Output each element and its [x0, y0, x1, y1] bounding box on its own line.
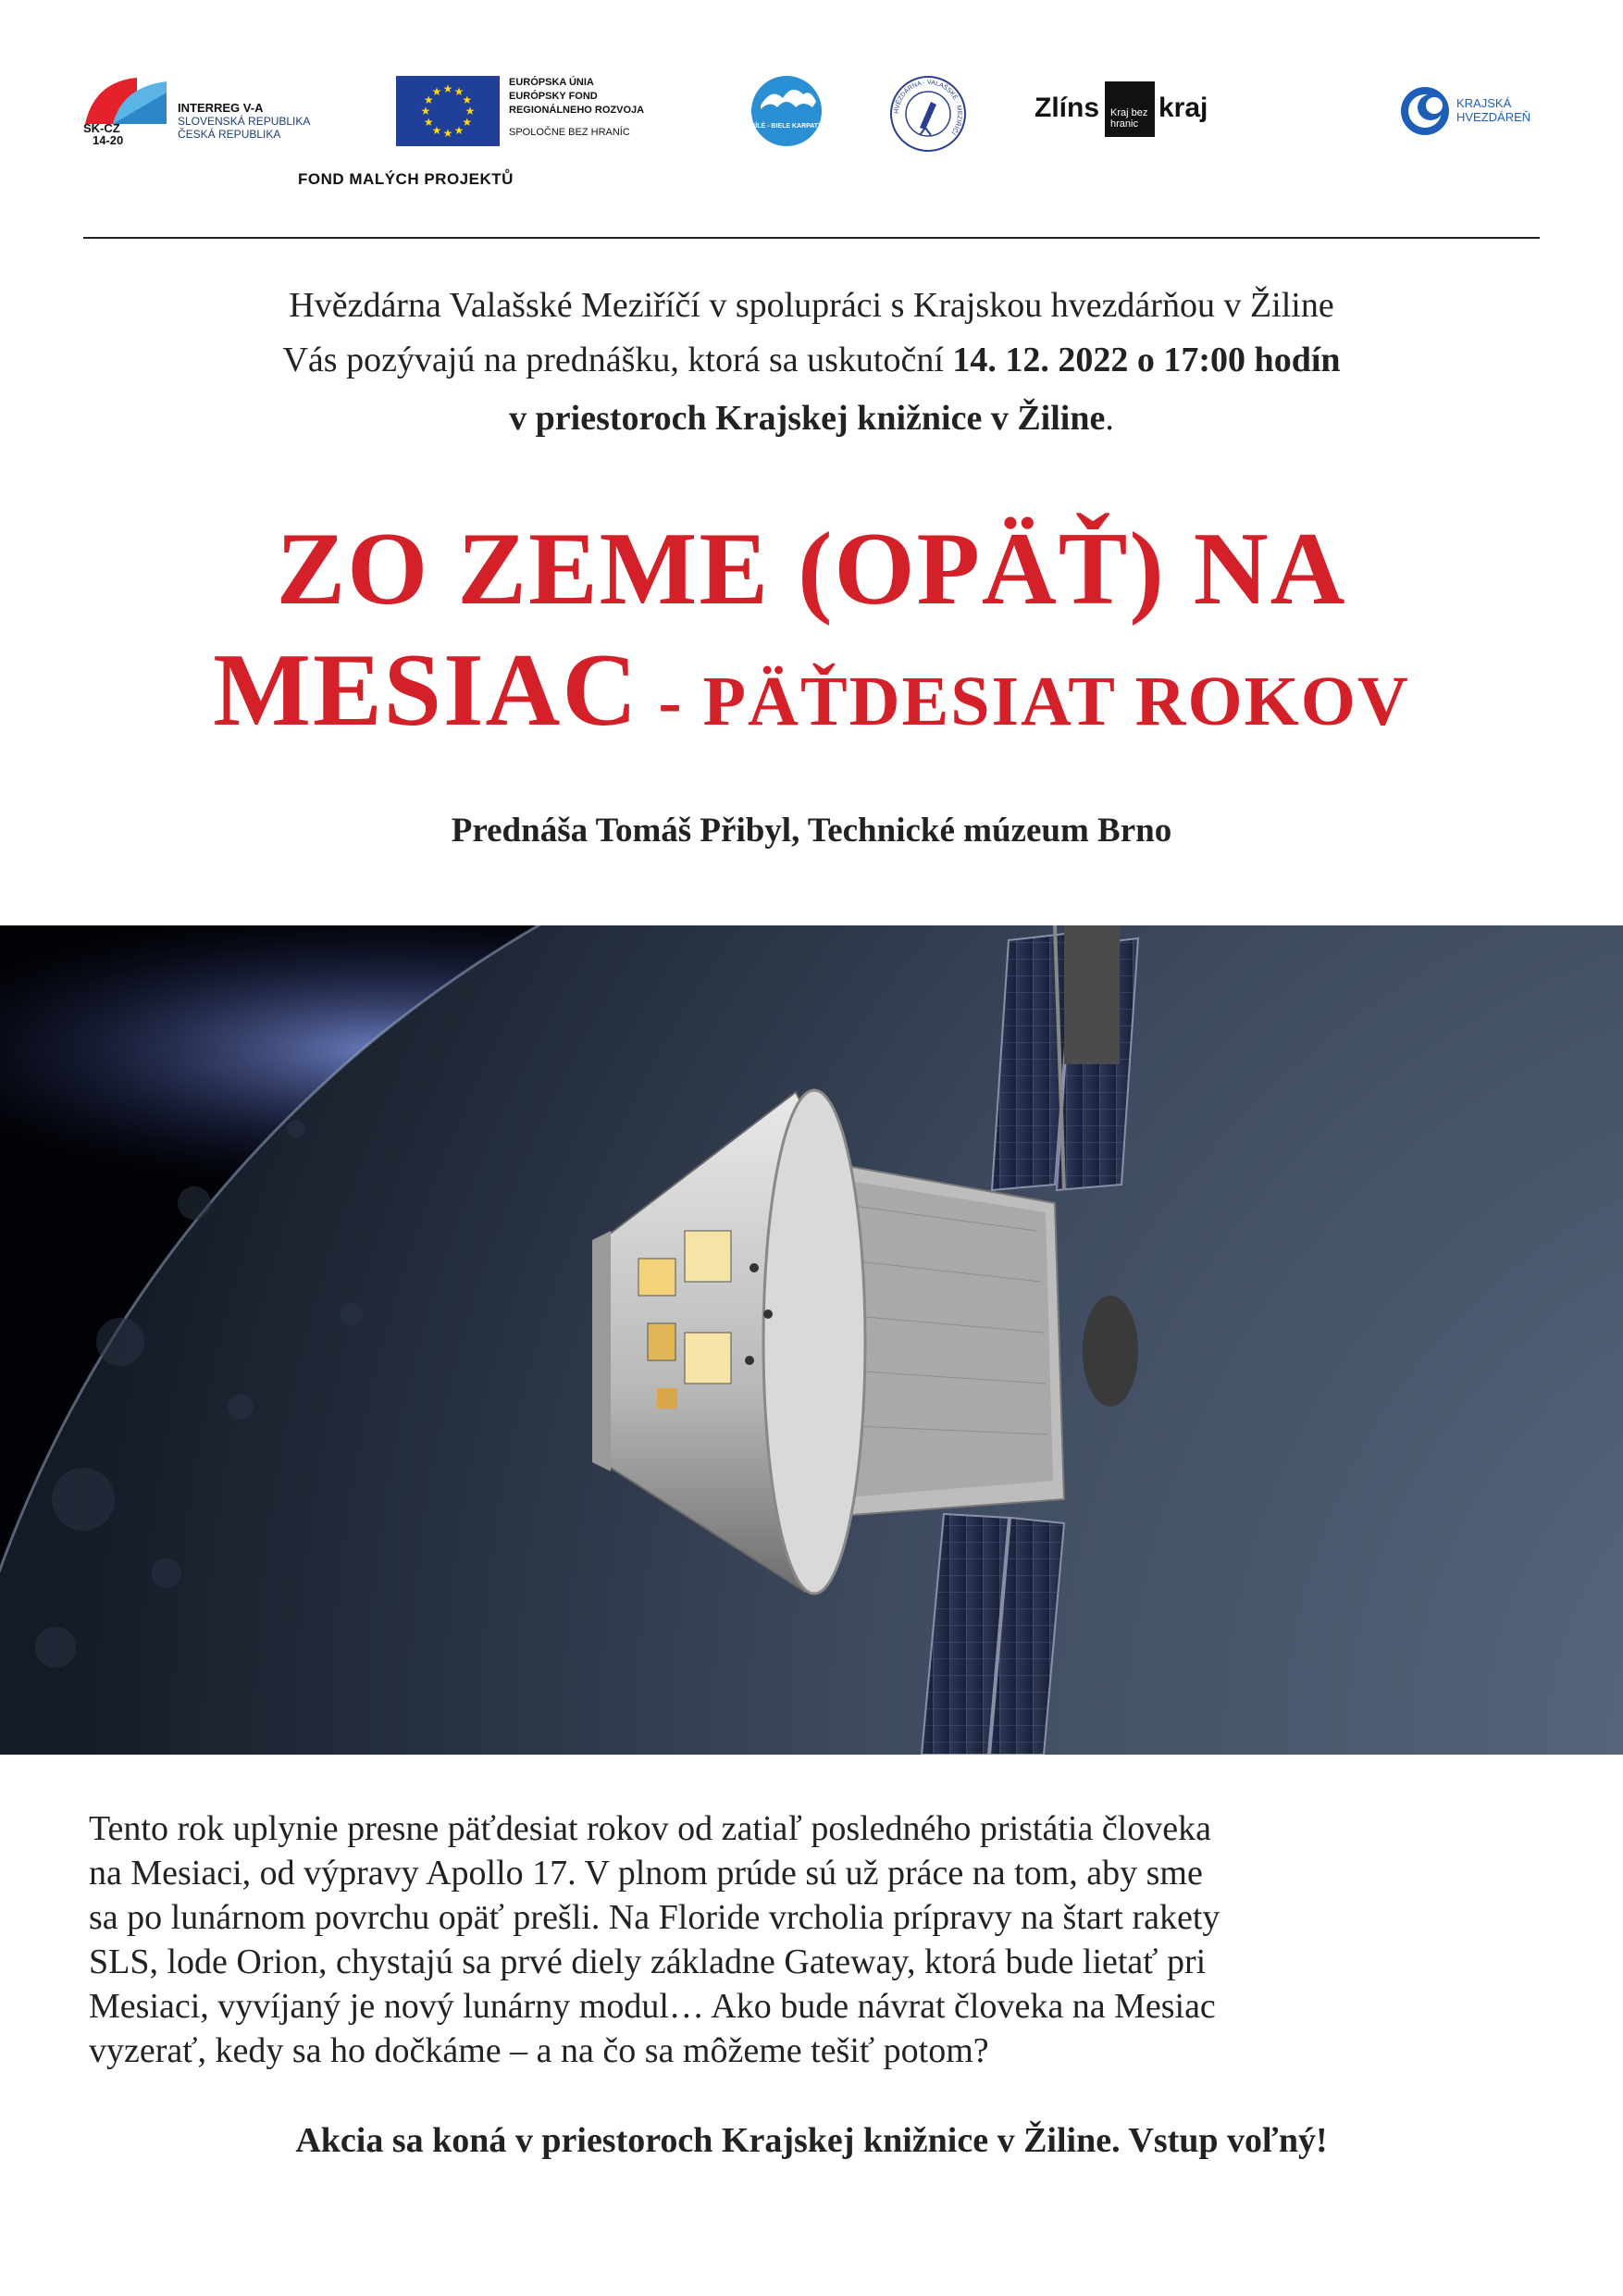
description-line: na Mesiaci, od výpravy Apollo 17. V plnom prúde sú už práce na tom, aby sme: [89, 1854, 1203, 1893]
title-mesiac: MESIAC: [213, 633, 639, 748]
krajska-line1: KRAJSKÁ: [1456, 96, 1512, 110]
interreg-title: INTERREG V-A: [178, 101, 264, 115]
zlinsky-kraj-logo: [1035, 81, 1229, 137]
eu-star-icon: ★: [431, 123, 442, 137]
intro-line2: [0, 334, 1623, 387]
karpaty-logo: [750, 74, 824, 148]
eu-star-icon: ★: [453, 85, 465, 99]
intro-line3: [0, 392, 1623, 445]
eu-star-icon: ★: [423, 93, 434, 106]
orion-spacecraft-illustration: [0, 925, 1623, 1755]
title-subtitle: - PÄŤDESIAT ROKOV: [638, 663, 1410, 740]
event-date: 14. 12. 2022 o 17:00 hodín: [952, 341, 1341, 379]
interreg-badge-text: SK-CZ: [83, 121, 120, 135]
eu-flag-icon: [396, 76, 500, 146]
eu-star-icon: ★: [420, 105, 431, 118]
footer-note: Akcia sa koná v priestoroch Krajskej knižnice v Žiline. Vstup voľný!: [295, 2121, 1328, 2160]
krajska-line2: HVEZDÁREŇ: [1456, 110, 1531, 124]
hvezdarna-vm-logo: [888, 74, 968, 154]
zlinsky-left-text: Zlíns: [1035, 93, 1100, 123]
karpaty-text: BÍLÉ - BIELE KARPATY: [750, 123, 823, 130]
interreg-line2: ČESKÁ REPUBLIKA: [178, 128, 281, 141]
intro-line1: Hvězdárna Valašské Meziříčí v spolupráci s Krajskou hvezdárňou v Žiline: [289, 286, 1334, 325]
eu-star-icon: ★: [431, 85, 442, 99]
zlinsky-right-text: kraj: [1158, 93, 1208, 123]
description-line: Tento rok uplynie presne päťdesiat rokov od zatiaľ posledného pristátia človeka: [89, 1809, 1211, 1848]
lower-solar-array: [922, 1514, 1064, 1755]
title-line2: [0, 635, 1623, 776]
eu-star-icon: ★: [465, 105, 476, 118]
description-line: SLS, lode Orion, chystajú sa prvé diely základne Gateway, ktorá bude lietať pri: [89, 1942, 1207, 1981]
eu-line3: REGIONÁLNEHO ROZVOJA: [509, 105, 645, 116]
interreg-logo: [81, 74, 350, 148]
lecturer: Prednáša Tomáš Přibyl, Technické múzeum Brno: [451, 812, 1172, 850]
telescope-seal-icon: [888, 74, 968, 154]
zlinsky-box: [1105, 81, 1155, 137]
orion-moon-photo: [0, 925, 1623, 1755]
eu-star-icon: ★: [462, 116, 473, 129]
eu-star-icon: ★: [442, 127, 453, 140]
description-line: vyzerať, kedy sa ho dočkáme – a na čo sa môžeme tešiť potom?: [89, 2031, 989, 2070]
interreg-line1: SLOVENSKÁ REPUBLIKA: [178, 115, 311, 128]
eu-line2: EURÓPSKY FOND: [509, 91, 598, 102]
krajska-emblem-icon: [1399, 85, 1451, 137]
eu-logo: [396, 76, 711, 150]
eu-line4: SPOLOČNE BEZ HRANÍC: [509, 127, 630, 138]
krajska-hvezdaren-logo: [1399, 80, 1547, 144]
eu-star-icon: ★: [453, 123, 465, 137]
eu-line1: EURÓPSKA ÚNIA: [509, 77, 594, 88]
header-divider: [83, 237, 1540, 239]
description: [89, 1806, 1532, 2073]
seal-text: HVĚZDÁRNA · VALAŠSKÉ · MEZIŘÍČÍ: [893, 79, 963, 136]
fund-label: FOND MALÝCH PROJEKTŮ: [298, 170, 514, 188]
eu-star-icon: ★: [442, 82, 453, 95]
description-line: sa po lunárnom povrchu opäť prešli. Na Floride vrcholia prípravy na štart rakety: [89, 1898, 1220, 1937]
intro-line2-text: Vás pozývajú na prednášku, ktorá sa uskutoční: [282, 341, 953, 379]
eu-star-icon: ★: [462, 93, 473, 106]
interreg-years-text: 14-20: [93, 133, 124, 147]
title-line1: ZO ZEME (OPÄŤ) NA: [276, 512, 1347, 627]
karpaty-emblem-icon: [750, 74, 824, 148]
event-venue: v priestoroch Krajskej knižnice v Žiline: [509, 399, 1106, 438]
zlinsky-box-text: Kraj bez hranic: [1110, 107, 1148, 130]
intro-line3-end: .: [1105, 399, 1114, 438]
eu-star-icon: ★: [423, 116, 434, 129]
description-line: Mesiaci, vyvíjaný je nový lunárny modul… Ako bude návrat človeka na Mesiac: [89, 1987, 1216, 2026]
